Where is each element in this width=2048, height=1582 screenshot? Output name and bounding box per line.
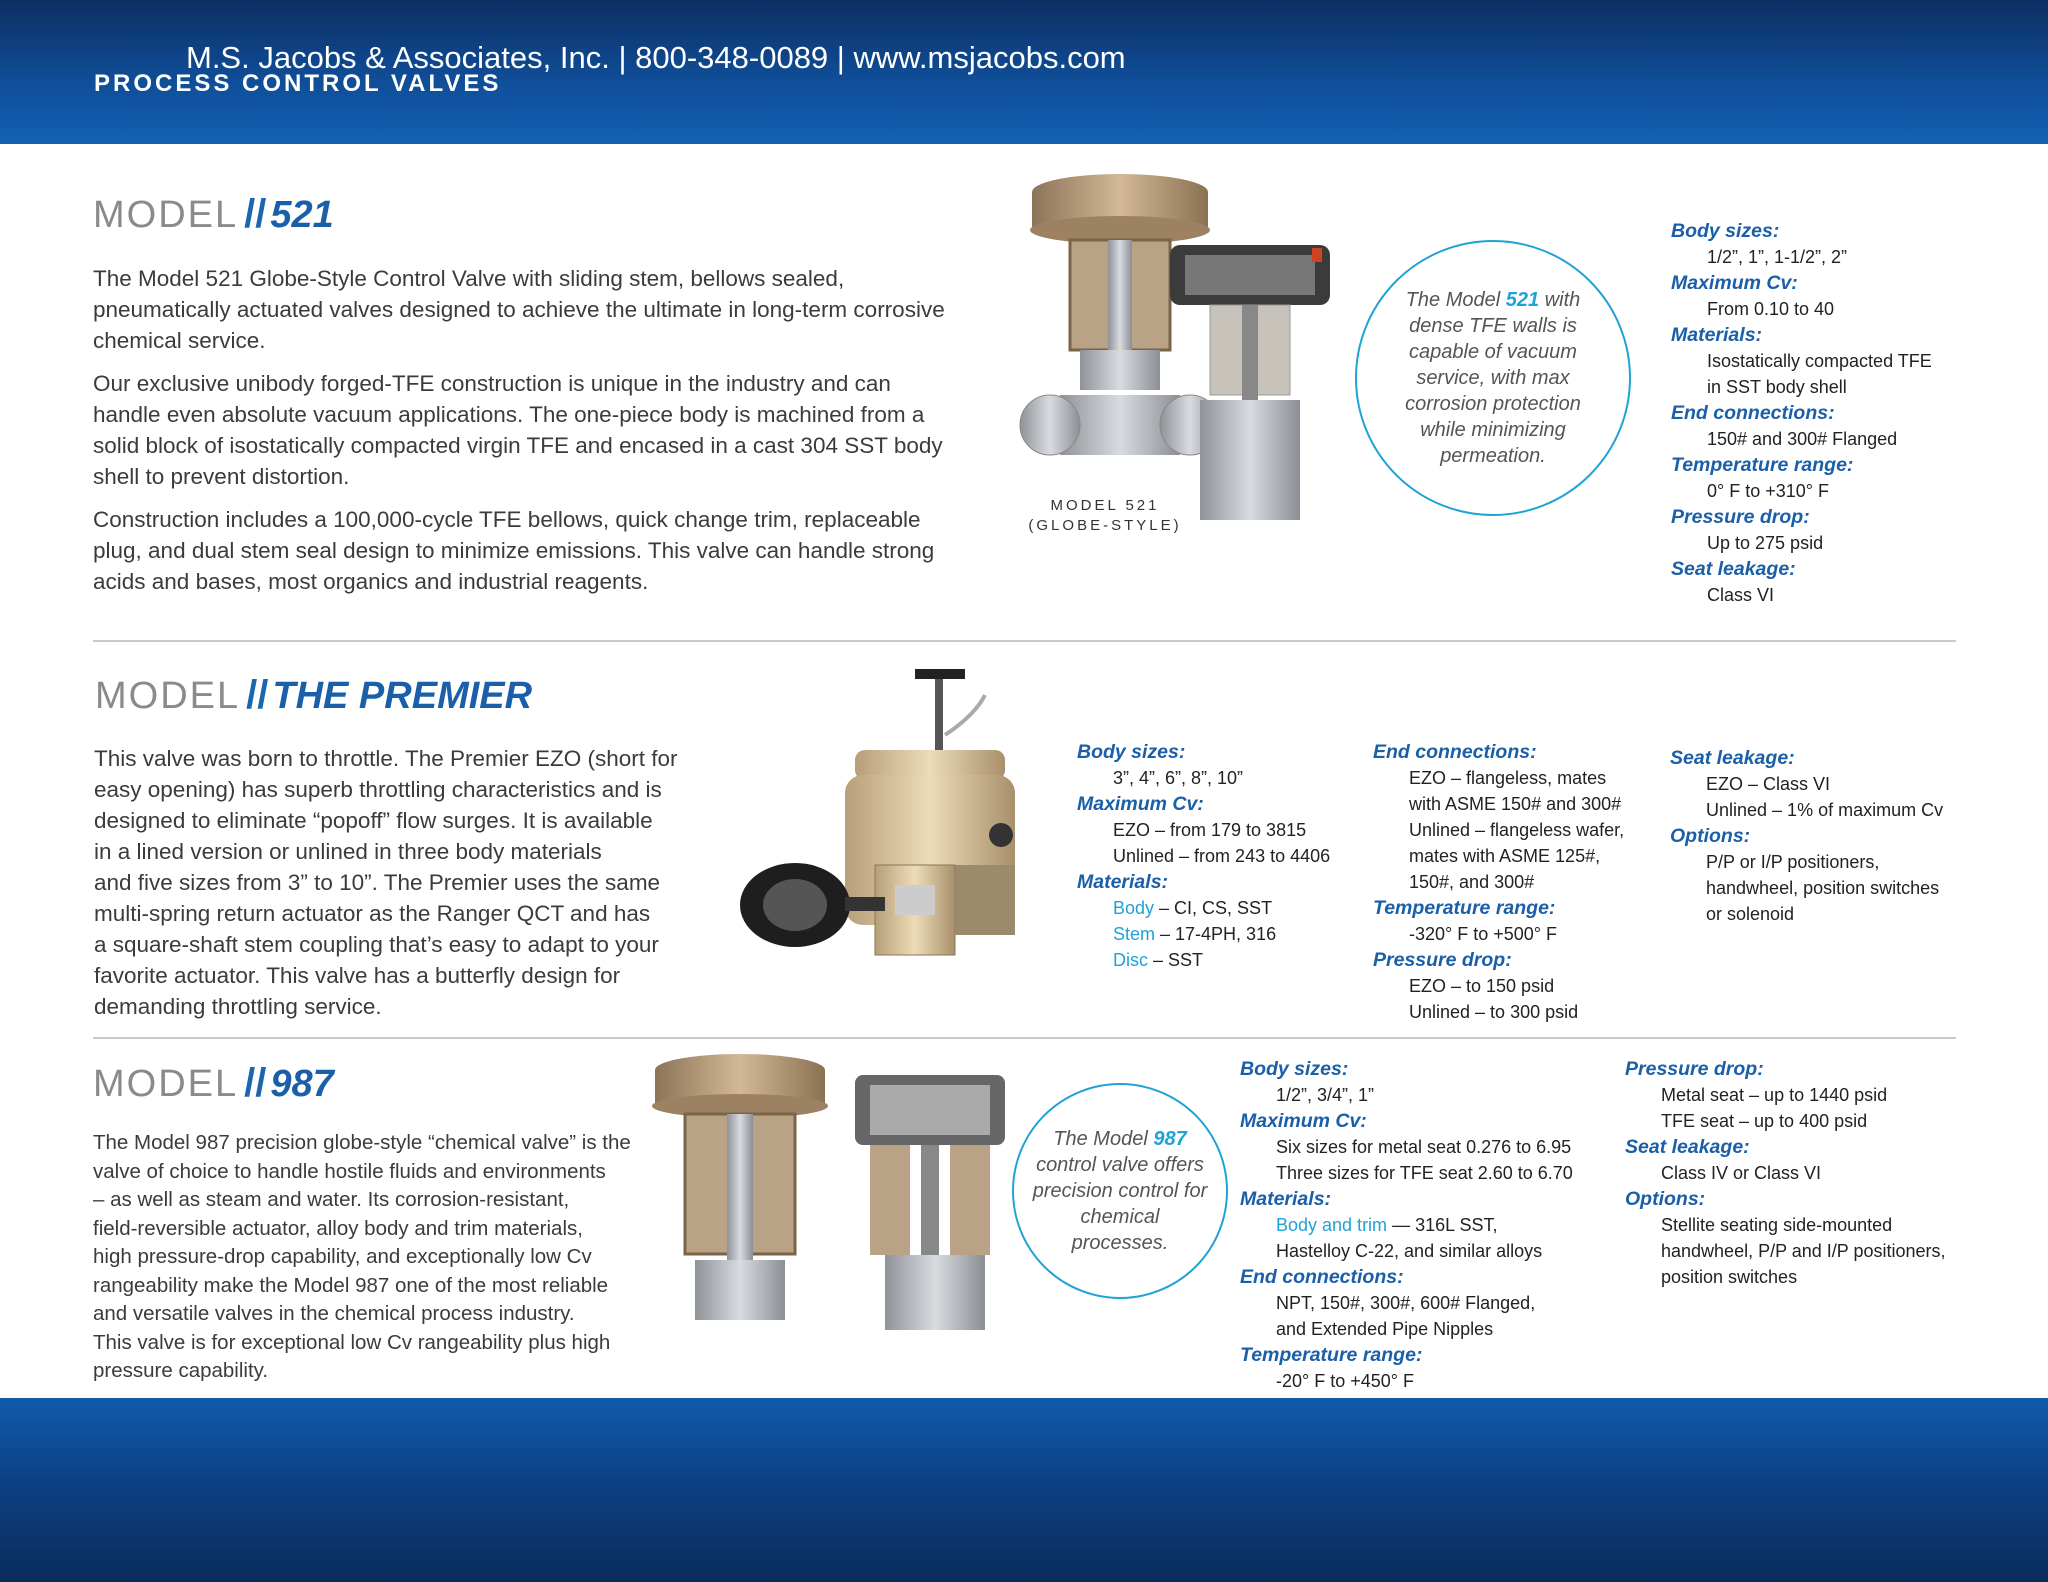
spec-value	[1077, 921, 1367, 947]
spec-value: 1/2”, 3/4”, 1”	[1276, 1085, 1375, 1105]
text-line: – as well as steam and water. Its corrosion-resistant,	[93, 1188, 570, 1211]
paragraph: Our exclusive unibody forged-TFE construction is unique in the industry and can handle even absolute vacuum applications. The one-piece body is machined from a solid block of isostatically compacted virgin TFE and encased in a cast 304 SST body shell to prevent distortion.	[93, 371, 943, 489]
spec-value: Class IV or Class VI	[1661, 1163, 1822, 1183]
section-divider	[93, 640, 1956, 642]
spec-heading: Maximum Cv:	[1671, 272, 1798, 294]
material-value: – SST	[1148, 950, 1204, 970]
callout-pre: The Model	[1053, 1128, 1154, 1150]
model-521-valve-image	[1010, 170, 1350, 540]
spec-heading: Options:	[1625, 1188, 1706, 1210]
text-line: high pressure-drop capability, and exceptionally low Cv	[93, 1245, 592, 1268]
premier-description	[94, 743, 774, 1022]
model-521-title	[93, 192, 334, 237]
text-line: designed to eliminate “popoff” flow surges. It is available	[94, 808, 653, 833]
material-key: Disc	[1113, 950, 1148, 970]
premier-specs-col3	[1670, 745, 2000, 927]
model-987-specs-col2	[1625, 1056, 1995, 1290]
text-line: demanding throttling service.	[94, 994, 382, 1019]
title-slash: //	[244, 192, 267, 236]
spec-value: -320° F to +500° F	[1409, 924, 1557, 944]
callout-model-number: 521	[1505, 289, 1540, 311]
spec-heading: End connections:	[1240, 1266, 1404, 1288]
spec-heading: Pressure drop:	[1625, 1058, 1764, 1080]
caption-line: (GLOBE-STYLE)	[1028, 517, 1182, 534]
text-line: The Model 987 precision globe-style “chemical valve” is the	[93, 1131, 631, 1154]
model-521-specs	[1671, 218, 2031, 608]
spec-value: EZO – Class VI	[1706, 774, 1831, 794]
spec-value: Unlined – to 300 psid	[1409, 1002, 1579, 1022]
spec-heading: End connections:	[1373, 741, 1537, 763]
spec-value: EZO – flangeless, mates	[1409, 768, 1607, 788]
spec-value: Isostatically compacted TFE	[1707, 351, 1932, 371]
spec-value: Unlined – from 243 to 4406	[1113, 846, 1331, 866]
spec-heading: Pressure drop:	[1671, 506, 1810, 528]
callout-text	[1030, 1126, 1210, 1256]
spec-heading: Body sizes:	[1240, 1058, 1349, 1080]
spec-value: TFE seat – up to 400 psid	[1661, 1111, 1868, 1131]
paragraph: Construction includes a 100,000-cycle TFE bellows, quick change trim, replaceable plug, and dual stem seal design to minimize emissions. This valve can handle strong acids and bases, most organics and industrial reagents.	[93, 507, 935, 594]
text-line: in a lined version or unlined in three body materials	[94, 839, 602, 864]
spec-value: Up to 275 psid	[1707, 533, 1824, 553]
spec-heading: Materials:	[1240, 1188, 1332, 1210]
spec-value: in SST body shell	[1707, 377, 1847, 397]
spec-heading: Options:	[1670, 825, 1751, 847]
spec-heading: Seat leakage:	[1625, 1136, 1750, 1158]
spec-value: Unlined – 1% of maximum Cv	[1706, 800, 1944, 820]
spec-value: -20° F to +450° F	[1276, 1371, 1414, 1391]
callout-post: with dense TFE walls is capable of vacuum service, with max corrosion protection while minimizing permeation.	[1405, 289, 1581, 467]
spec-value: Three sizes for TFE seat 2.60 to 6.70	[1276, 1163, 1573, 1183]
material-value: — 316L SST,	[1387, 1215, 1498, 1235]
model-word: MODEL	[93, 194, 239, 236]
callout-text	[1383, 287, 1603, 469]
spec-value: NPT, 150#, 300#, 600# Flanged,	[1276, 1293, 1536, 1313]
model-521-description	[93, 263, 953, 609]
text-line: and versatile valves in the chemical process industry.	[93, 1302, 575, 1325]
spec-value: Six sizes for metal seat 0.276 to 6.95	[1276, 1137, 1572, 1157]
spec-heading: Seat leakage:	[1671, 558, 1796, 580]
page-header	[0, 0, 2048, 144]
material-value: – CI, CS, SST	[1154, 898, 1273, 918]
premier-valve-image	[735, 665, 1055, 1005]
model-name: 987	[270, 1063, 334, 1105]
text-line: field-reversible actuator, alloy body and trim materials,	[93, 1216, 583, 1240]
spec-heading: Materials:	[1671, 324, 1763, 346]
spec-heading: Body sizes:	[1077, 741, 1186, 763]
spec-value: 150# and 300# Flanged	[1707, 429, 1898, 449]
spec-value: EZO – to 150 psid	[1409, 976, 1555, 996]
model-word: MODEL	[95, 675, 241, 717]
text-line: valve of choice to handle hostile fluids and environments	[93, 1159, 606, 1183]
text-line: easy opening) has superb throttling characteristics and is	[94, 777, 662, 802]
spec-value: 150#, and 300#	[1409, 872, 1535, 892]
spec-heading: Temperature range:	[1373, 897, 1556, 919]
model-987-description	[93, 1129, 693, 1386]
spec-value: EZO – from 179 to 3815	[1113, 820, 1307, 840]
text-line: a square-shaft stem coupling that’s easy to adapt to your	[94, 932, 659, 957]
spec-value: 3”, 4”, 6”, 8”, 10”	[1113, 768, 1244, 788]
spec-value: P/P or I/P positioners,	[1706, 852, 1880, 872]
spec-heading: Pressure drop:	[1373, 949, 1512, 971]
text-line: This valve was born to throttle. The Premier EZO (short for	[94, 746, 678, 771]
title-slash: //	[246, 673, 269, 717]
callout-post: control valve offers precision control for chemical processes.	[1032, 1154, 1208, 1254]
material-value: – 17-4PH, 316	[1155, 924, 1277, 944]
section-divider	[93, 1037, 1956, 1039]
spec-value: or solenoid	[1706, 904, 1795, 924]
model-premier-title	[95, 673, 532, 718]
spec-value: with ASME 150# and 300#	[1409, 794, 1622, 814]
spec-value: handwheel, P/P and I/P positioners,	[1661, 1241, 1946, 1261]
spec-value: and Extended Pipe Nipples	[1276, 1319, 1494, 1339]
spec-value: Class VI	[1707, 585, 1775, 605]
spec-value: position switches	[1661, 1267, 1798, 1287]
page-footer-band	[0, 1398, 2048, 1582]
spec-value: mates with ASME 125#,	[1409, 846, 1601, 866]
text-line: favorite actuator. This valve has a butterfly design for	[94, 963, 621, 988]
spec-heading: Temperature range:	[1671, 454, 1854, 476]
spec-heading: Body sizes:	[1671, 220, 1780, 242]
model-521-callout-circle	[1355, 240, 1631, 516]
premier-specs-col2	[1373, 739, 1663, 1025]
title-slash: //	[244, 1061, 267, 1105]
model-name: 521	[270, 194, 334, 236]
spec-value: handwheel, position switches	[1706, 878, 1940, 898]
text-line: rangeability make the Model 987 one of the most reliable	[93, 1273, 609, 1297]
spec-heading: Materials:	[1077, 871, 1169, 893]
text-line: multi-spring return actuator as the Ranger QCT and has	[94, 901, 651, 926]
material-key: Stem	[1113, 924, 1156, 944]
spec-value: Metal seat – up to 1440 psid	[1661, 1085, 1888, 1105]
model-name: THE PREMIER	[272, 675, 533, 717]
company-contact-line: M.S. Jacobs & Associates, Inc. | 800-348-0089 | www.msjacobs.com	[186, 40, 1126, 75]
spec-heading: Maximum Cv:	[1240, 1110, 1367, 1132]
paragraph: The Model 521 Globe-Style Control Valve with sliding stem, bellows sealed, pneumatically actuated valves designed to achieve the ultimate in long-term corrosive chemical service.	[93, 266, 945, 353]
spec-value: 0° F to +310° F	[1707, 481, 1829, 501]
spec-value	[1240, 1212, 1600, 1238]
model-word: MODEL	[93, 1063, 239, 1105]
spec-value: Hastelloy C-22, and similar alloys	[1276, 1241, 1543, 1261]
spec-value	[1077, 895, 1367, 921]
model-987-valve-image	[645, 1050, 1025, 1370]
spec-value	[1077, 947, 1367, 973]
model-987-specs-col1	[1240, 1056, 1600, 1394]
text-line: pressure capability.	[93, 1359, 269, 1382]
section-title: PROCESS CONTROL VALVES	[94, 70, 502, 97]
spec-heading: Seat leakage:	[1670, 747, 1795, 769]
model-521-caption	[1010, 496, 1200, 536]
model-987-callout-circle	[1012, 1083, 1228, 1299]
text-line: and five sizes from 3” to 10”. The Premier uses the same	[94, 870, 661, 895]
spec-value: 1/2”, 1”, 1-1/2”, 2”	[1707, 247, 1848, 267]
spec-heading: Temperature range:	[1240, 1344, 1423, 1366]
callout-pre: The Model	[1405, 289, 1506, 311]
model-987-title	[93, 1061, 334, 1106]
spec-value: From 0.10 to 40	[1707, 299, 1835, 319]
spec-heading: Maximum Cv:	[1077, 793, 1204, 815]
spec-heading: End connections:	[1671, 402, 1835, 424]
material-key: Body and trim	[1276, 1215, 1388, 1235]
text-line: This valve is for exceptional low Cv rangeability plus high	[93, 1330, 611, 1354]
caption-line: MODEL 521	[1050, 497, 1160, 514]
spec-value: Unlined – flangeless wafer,	[1409, 820, 1625, 840]
material-key: Body	[1113, 898, 1155, 918]
spec-value: Stellite seating side-mounted	[1661, 1215, 1893, 1235]
premier-specs-col1	[1077, 739, 1367, 973]
callout-model-number: 987	[1153, 1128, 1187, 1150]
